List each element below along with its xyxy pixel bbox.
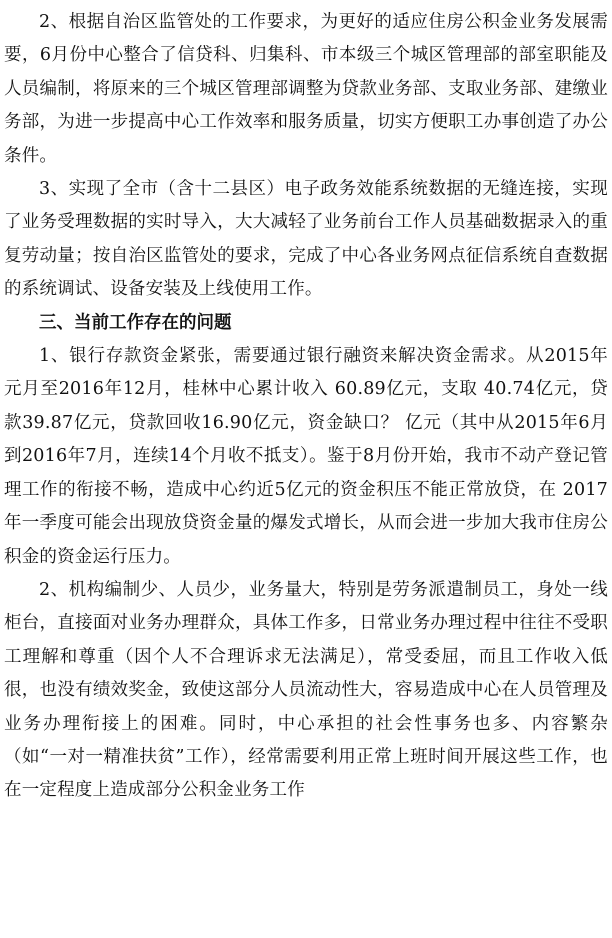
paragraph-problem-2: 2、机构编制少、人员少，业务量大，特别是劳务派遣制员工，身处一线柜台，直接面对业务办理群众，具体工作多，日常业务办理过程中往往不受职工理解和尊重（因个人不合理诉求无法满足），常受委屈，而且工作收入低很，也没有绩效奖金，致使这部分人员流动性大，容易造成中心在人员管理及业务办理衔接上的困难。同时，中心承担的社会性事务也多、内容繁杂（如“一对一精准扶贫”工作），经常需要利用正常上班时间开展这些工作，也在一定程度上造成部分公积金业务工作 [4, 579, 608, 801]
paragraph-item-2: 2、根据自治区监管处的工作要求，为更好的适应住房公积金业务发展需要，6月份中心整合了信贷科、归集科、市本级三个城区管理部的部室职能及人员编制，将原来的三个城区管理部调整为贷款业务部、支取业务部、建缴业务部，为进一步提高中心工作效率和服务质量，切实方便职工办事创造了办公条件。 [4, 12, 608, 166]
paragraph-item-3: 3、实现了全市（含十二县区）电子政务效能系统数据的无缝连接，实现了业务受理数据的实时导入，大大减轻了业务前台工作人员基础数据录入的重复劳动量；按自治区监管处的要求，完成了中心各业务网点征信系统自查数据的系统调试、设备安装及上线使用工作。 [4, 179, 608, 300]
section-heading: 三、当前工作存在的问题 [39, 312, 232, 333]
paragraph-problem-1: 1、银行存款资金紧张，需要通过银行融资来解决资金需求。从2015年元月至2016年12月，桂林中心累计收入 60.89亿元，支取 40.74亿元，贷款39.87亿元，贷款回收16.90亿元，资金缺口？ 亿元（其中从2015年6月到2016年7月，连续14个月收不抵支）。鉴于8月份开始，我市不动产登记管理工作的衔接不畅，造成中心约近5亿元的资金积压不能正常放贷，在 2017 年一季度可能会出现放贷资金量的爆发式增长，从而会进一步加大我市住房公积金的资金运行压力。 [4, 346, 608, 567]
